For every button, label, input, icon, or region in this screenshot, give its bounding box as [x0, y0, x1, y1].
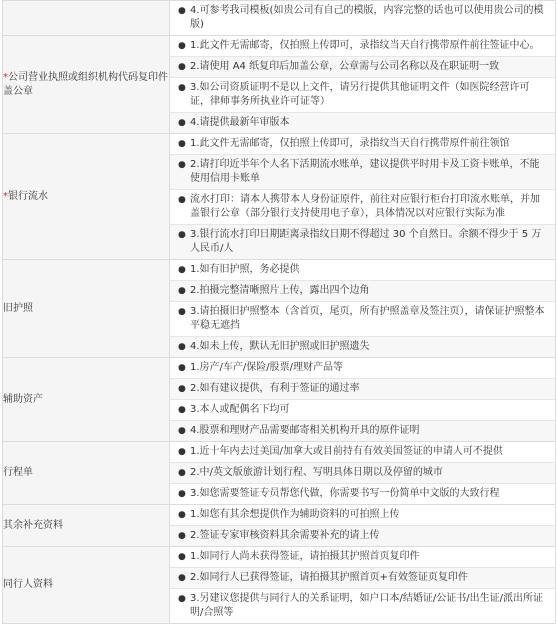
requirement-item-text: 2.中/英文版旅游计划行程、写明具体日期以及停留的城市	[190, 467, 443, 478]
bullet-icon: ●	[178, 384, 186, 394]
bullet-icon: ●	[178, 230, 186, 240]
requirement-item	[170, 589, 555, 623]
requirement-item-text: 3.如公司资质证明不是以上文件，请另行提供其他证明文件（如医院经营许可证，律师事务所执业许可证等）	[190, 82, 530, 107]
requirement-items-cell	[170, 505, 556, 547]
bullet-icon: ●	[178, 62, 186, 72]
requirement-item-text: 流水打印：请本人携带本人身份证原件，前往对应银行柜台打印流水账单，并加盖银行公章（部分银行支持使用电子章），具体情况以对应银行实际为准	[190, 194, 540, 219]
requirement-item	[170, 400, 555, 421]
bullet-icon: ●	[178, 307, 186, 317]
bullet-icon: ●	[178, 195, 186, 205]
requirement-item	[170, 526, 555, 546]
requirement-items-cell	[170, 1, 556, 36]
requirement-row	[3, 260, 556, 358]
bullet-icon: ●	[178, 573, 186, 583]
requirement-item	[170, 358, 555, 379]
requirement-row	[3, 505, 556, 547]
requirement-item-text: 4.股票和理财产品需要邮寄相关机构开具的原件证明	[190, 425, 420, 436]
requirement-item	[170, 337, 555, 357]
bullet-icon: ●	[178, 286, 186, 296]
requirement-items-cell	[170, 260, 556, 358]
requirement-item-text: 2.签证专家审核资料其余需要补充的请上传	[190, 530, 380, 541]
bullet-icon: ●	[178, 160, 186, 170]
requirement-items-cell	[170, 442, 556, 505]
requirement-item	[170, 225, 555, 259]
requirement-row	[3, 442, 556, 505]
requirement-row	[3, 547, 556, 624]
requirement-item-text: 1.如您有其余想提供作为辅助资料的可拍照上传	[190, 509, 400, 520]
requirement-item	[170, 36, 555, 57]
requirement-item-text: 1.此文件无需邮寄，仅拍照上传即可，录指纹当天自行携带原件前往领馆	[190, 138, 510, 149]
bullet-icon: ●	[178, 510, 186, 520]
requirement-item	[170, 281, 555, 302]
requirement-row	[3, 134, 556, 260]
requirement-label: 公司营业执照或组织机构代码复印件盖公章	[3, 71, 168, 97]
requirement-row	[3, 36, 556, 134]
bullet-icon: ●	[178, 118, 186, 128]
requirement-items-cell	[170, 36, 556, 134]
requirement-item	[170, 78, 555, 113]
requirement-item-text: 1.此文件无需邮寄，仅拍照上传即可，录指纹当天自行携带原件前往签证中心。	[190, 40, 540, 51]
requirement-item	[170, 379, 555, 400]
requirement-label: 辅助资产	[3, 393, 43, 405]
requirement-label-cell	[3, 260, 170, 358]
requirement-item-text: 4.如未上传，默认无旧护照或旧护照遗失	[190, 341, 370, 352]
requirement-item	[170, 547, 555, 568]
requirement-label: 其余补充资料	[3, 519, 63, 531]
requirement-item	[170, 190, 555, 225]
requirement-item-text: 1.如有旧护照，务必提供	[190, 264, 300, 275]
requirement-label: 银行流水	[8, 190, 48, 202]
bullet-icon: ●	[178, 552, 186, 562]
requirement-item-text: 2.请打印近半年个人名下活期流水账单，建议提供平时用卡及工资卡账单，不能使用信用卡账单	[190, 159, 540, 184]
requirement-item-text: 1.近十年内去过美国/加拿大或目前持有有效美国签证的申请人可不提供	[190, 446, 503, 457]
bullet-icon: ●	[178, 531, 186, 541]
requirement-item-text: 4.请提供最新年审版本	[190, 117, 290, 128]
bullet-icon: ●	[178, 489, 186, 499]
bullet-icon: ●	[178, 6, 186, 16]
bullet-icon: ●	[178, 265, 186, 275]
requirement-item-text: 2.如有建议提供，有利于签证的通过率	[190, 383, 360, 394]
requirement-label: 旧护照	[3, 302, 33, 314]
requirement-label-cell	[3, 36, 170, 134]
requirement-row	[3, 358, 556, 442]
requirement-item-text: 1.如同行人尚未获得签证，请拍摄其护照首页复印件	[190, 551, 420, 562]
requirement-items-cell	[170, 134, 556, 260]
requirement-item-text: 2.请使用 A4 纸复印后加盖公章，公章需与公司名称以及在职证明一致	[190, 61, 500, 72]
requirement-item	[170, 484, 555, 504]
requirement-item-text: 3.请拍摄旧护照整本（含首页，尾页，所有护照盖章及签注页），请保证护照整本平稳无遮挡	[190, 306, 545, 331]
requirement-label-cell	[3, 358, 170, 442]
requirements-table-body	[3, 1, 556, 624]
requirement-label-cell	[3, 547, 170, 624]
requirement-item-text: 2.拍摄完整清晰照片上传，露出四个边角	[190, 285, 370, 296]
requirement-item-text: 4.可参考我司模板(如贵公司有自己的模版，内容完整的话也可以使用贵公司的模版)	[190, 5, 544, 30]
requirement-row	[3, 1, 556, 36]
bullet-icon: ●	[178, 468, 186, 478]
requirement-item-text: 2.如同行人已获得签证，请拍摄其护照首页+有效签证页复印件	[190, 572, 468, 583]
bullet-icon: ●	[178, 139, 186, 149]
requirement-item	[170, 302, 555, 337]
requirements-table	[2, 0, 556, 624]
requirement-items-cell	[170, 547, 556, 624]
requirement-item-text: 3.如您需要签证专员帮您代做，你需要书写一份简单中文版的大致行程	[190, 488, 500, 499]
requirement-item	[170, 463, 555, 484]
requirement-item	[170, 260, 555, 281]
requirement-item	[170, 155, 555, 190]
bullet-icon: ●	[178, 594, 186, 604]
bullet-icon: ●	[178, 363, 186, 373]
requirement-label: 同行人资料	[3, 579, 53, 590]
requirement-label-cell	[3, 442, 170, 505]
requirement-item	[170, 1, 555, 35]
requirement-label-cell	[3, 134, 170, 260]
requirement-item	[170, 113, 555, 133]
requirement-item-text: 1.房产/车产/保险/股票/理财产品等	[190, 362, 344, 373]
bullet-icon: ●	[178, 83, 186, 93]
requirement-item	[170, 505, 555, 526]
requirement-item-text: 3.另建议您提供与同行人的关系证明，如户口本/结婚证/公证书/出生证/派出所证明/合照等	[190, 593, 544, 618]
bullet-icon: ●	[178, 447, 186, 457]
requirement-item	[170, 57, 555, 78]
bullet-icon: ●	[178, 426, 186, 436]
requirement-item-text: 3.本人或配偶名下均可	[190, 404, 290, 415]
bullet-icon: ●	[178, 41, 186, 51]
requirement-items-cell	[170, 358, 556, 442]
requirement-label: 行程单	[3, 467, 33, 478]
requirement-item	[170, 134, 555, 155]
bullet-icon: ●	[178, 342, 186, 352]
required-marker: *	[3, 71, 8, 83]
bullet-icon: ●	[178, 405, 186, 415]
requirement-label-cell	[3, 505, 170, 547]
requirement-label-cell	[3, 1, 170, 36]
requirement-item	[170, 421, 555, 441]
requirement-item	[170, 568, 555, 589]
requirement-item-text: 3.银行流水打印日期距离录指纹日期不得超过 30 个自然日。余额不得少于 5 万人民币/人	[190, 229, 542, 254]
requirement-item	[170, 442, 555, 463]
required-marker: *	[3, 190, 8, 202]
